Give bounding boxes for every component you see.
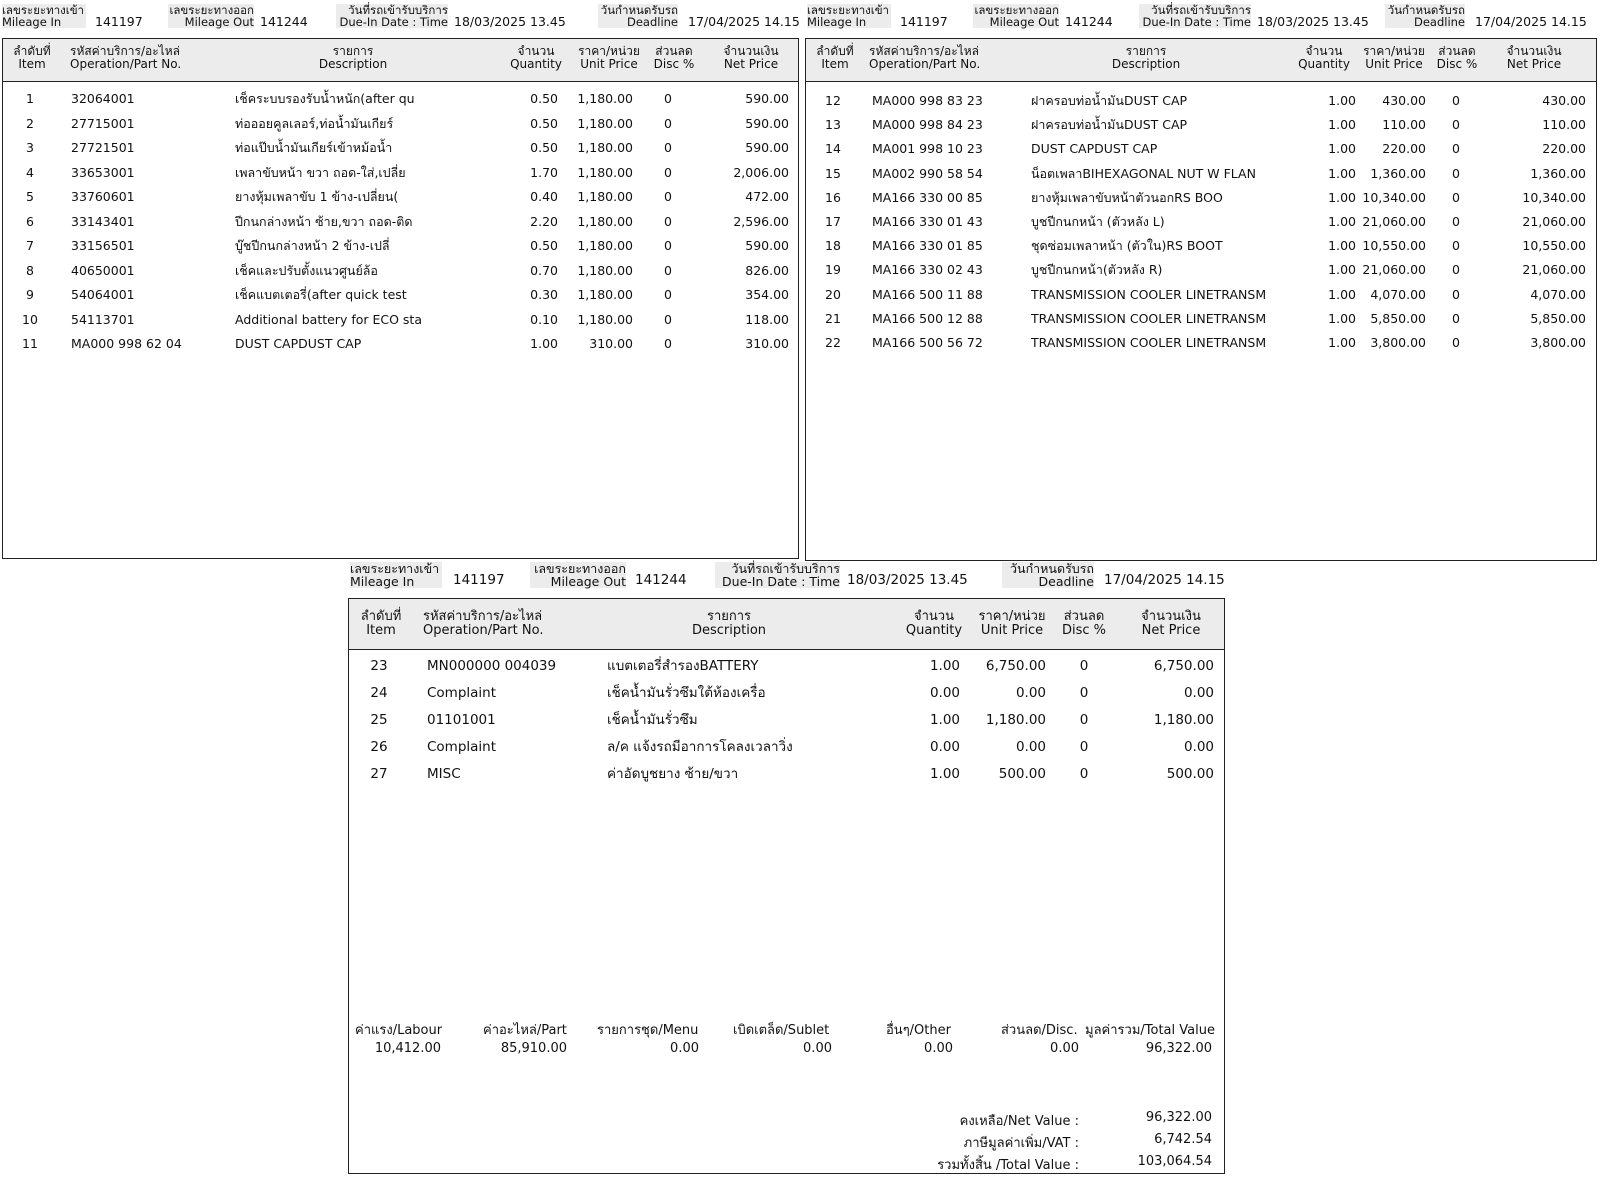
items-table (348, 598, 1225, 1174)
cell-desc: ยางหุ้มเพลาขับ 1 ข้าง-เปลี่ยน( (235, 189, 399, 204)
col-qty: จำนวน Quantity (510, 44, 562, 71)
cell-disc: 0 (664, 238, 672, 253)
labour-value: 10,412.00 (374, 1041, 441, 1056)
cell-part: 40650001 (71, 262, 135, 278)
cell-desc: ปีกนกล่างหน้า ซ้าย,ขวา ถอด-ติด (235, 213, 413, 229)
cell-part: 01101001 (427, 712, 496, 728)
cell-net: 21,060.00 (1522, 262, 1586, 278)
cell-part: MA166 500 12 88 (872, 310, 983, 326)
cell-net: 310.00 (745, 336, 789, 351)
cell-part: MA166 330 02 43 (872, 262, 983, 278)
cell-qty: 1.00 (1328, 214, 1356, 229)
disc-label: ส่วนลด/Disc. (1001, 1023, 1078, 1038)
cell-qty: 1.00 (1328, 189, 1356, 205)
mileage-out-value: 141244 (1065, 14, 1113, 29)
cell-disc: 0 (1452, 93, 1460, 108)
other-label: อื่นๆ/Other (886, 1023, 951, 1038)
cell-qty: 1.00 (1328, 310, 1356, 326)
cell-net: 6,750.00 (1153, 658, 1214, 674)
cell-disc: 0 (1452, 286, 1460, 302)
col-qty: จำนวน Quantity (1298, 44, 1350, 71)
cell-desc: เช็คน้ำมันรั่วซึมใต้ห้องเครื่อ (607, 685, 766, 701)
table-row (3, 234, 798, 258)
table-row (349, 708, 1224, 732)
col-disc: ส่วนลด Disc % (1061, 609, 1107, 638)
table-row (806, 89, 1596, 113)
cell-part: MN000000 004039 (427, 658, 557, 674)
cell-qty: 1.00 (1328, 165, 1356, 181)
cell-desc: บูชปีกนกหน้า(ตัวหลัง R) (1031, 262, 1163, 278)
cell-desc: TRANSMISSION COOLER LINETRANSM (1031, 286, 1267, 302)
cell-net: 500.00 (1166, 766, 1214, 782)
mileage-out-value: 141244 (260, 14, 308, 29)
cell-part: MA000 998 84 23 (872, 117, 983, 133)
cell-part: MA000 998 83 23 (872, 93, 983, 108)
deadline-value: 17/04/2025 14.15 (1104, 572, 1225, 588)
cell-part: 54064001 (71, 287, 135, 302)
col-desc: รายการ Description (318, 44, 388, 71)
cell-disc: 0 (1079, 658, 1089, 674)
cell-price: 430.00 (1382, 93, 1426, 108)
col-item: ลำดับที่ Item (13, 44, 51, 71)
cell-disc: 0 (664, 287, 672, 302)
cell-net: 10,340.00 (1522, 189, 1586, 205)
cell-part: MISC (427, 766, 461, 782)
sublet-value: 0.00 (803, 1041, 832, 1056)
cell-part: 54113701 (71, 311, 135, 327)
mileage-in-value: 141197 (453, 572, 505, 588)
cell-item: 4 (26, 164, 34, 180)
cell-qty: 1.00 (929, 658, 960, 674)
cell-part: 33156501 (71, 238, 135, 253)
cell-item: 25 (370, 712, 388, 728)
cell-desc: Additional battery for ECO sta (235, 311, 422, 327)
due-in-label: วันที่รถเข้ารับบริการ Due-In Date : Time (715, 562, 840, 588)
due-in-label: วันที่รถเข้ารับบริการ Due-In Date : Time (1139, 4, 1251, 28)
cell-part: MA002 990 58 54 (872, 165, 983, 181)
cell-price: 21,060.00 (1362, 262, 1426, 278)
vat-label: ภาษีมูลค่าเพิ่ม/VAT : (963, 1136, 1079, 1151)
cell-desc: ล/ค แจ้งรถมีอาการโคลงเวลาวิ่ง (607, 739, 793, 755)
col-price: ราคา/หน่วย Unit Price (578, 44, 640, 71)
labour-label: ค่าแรง/Labour (355, 1023, 443, 1038)
cell-desc: ฝาครอบท่อน้ำมันDUST CAP (1031, 93, 1188, 108)
cell-price: 1,180.00 (577, 238, 633, 253)
cell-qty: 0.30 (530, 287, 558, 302)
cell-part: 33760601 (71, 189, 135, 204)
col-part: รหัสค่าบริการ/อะไหล่ Operation/Part No. (70, 44, 182, 71)
cell-part: Complaint (427, 685, 497, 701)
cell-qty: 1.00 (1328, 93, 1356, 108)
deadline-label: วันกำหนดรับรถ Deadline (1002, 562, 1094, 588)
table-row (3, 185, 798, 209)
cell-disc: 0 (664, 164, 672, 180)
menu-value: 0.00 (670, 1041, 699, 1056)
cell-net: 590.00 (745, 115, 789, 131)
cell-price: 1,180.00 (577, 115, 633, 131)
cell-item: 6 (26, 213, 34, 229)
cell-part: 27721501 (71, 140, 135, 155)
cell-disc: 0 (664, 115, 672, 131)
cell-price: 21,060.00 (1362, 214, 1426, 229)
table-row (3, 136, 798, 160)
net-value-label: คงเหลือ/Net Value : (959, 1114, 1079, 1129)
cell-net: 590.00 (745, 238, 789, 253)
cell-item: 5 (26, 189, 34, 204)
col-disc: ส่วนลด Disc % (653, 44, 695, 71)
cell-desc: บูชปีกนกหน้า (ตัวหลัง L) (1031, 214, 1165, 229)
col-net: จำนวนเงิน Net Price (1506, 44, 1562, 71)
cell-price: 220.00 (1382, 141, 1426, 157)
cell-price: 5,850.00 (1370, 310, 1426, 326)
col-net: จำนวนเงิน Net Price (723, 44, 779, 71)
cell-qty: 0.50 (530, 140, 558, 155)
mileage-in-value: 141197 (95, 14, 143, 29)
col-part: รหัสค่าบริการ/อะไหล่ Operation/Part No. (423, 609, 544, 638)
table-row (3, 259, 798, 283)
cell-disc: 0 (1079, 766, 1089, 782)
cell-disc: 0 (664, 311, 672, 327)
cell-part: MA166 330 01 43 (872, 214, 983, 229)
cell-item: 12 (825, 93, 841, 108)
cell-item: 11 (22, 336, 38, 351)
cell-item: 26 (370, 739, 388, 755)
cell-desc: บู๊ชปีกนกล่างหน้า 2 ข้าง-เปลี่ (235, 238, 390, 253)
cell-disc: 0 (664, 140, 672, 155)
cell-price: 1,180.00 (985, 712, 1046, 728)
table-row (806, 137, 1596, 161)
table-row (3, 308, 798, 332)
cell-part: 32064001 (71, 91, 135, 106)
cell-item: 21 (825, 310, 841, 326)
cell-net: 354.00 (745, 287, 789, 302)
table-row (349, 762, 1224, 786)
col-item: ลำดับที่ Item (816, 44, 854, 71)
cell-net: 220.00 (1542, 141, 1586, 157)
cell-desc: DUST CAPDUST CAP (1031, 141, 1158, 157)
cell-net: 590.00 (745, 91, 789, 106)
cell-net: 0.00 (1183, 685, 1214, 701)
cell-part: Complaint (427, 739, 497, 755)
cell-price: 1,180.00 (577, 213, 633, 229)
cell-price: 4,070.00 (1370, 286, 1426, 302)
col-price: ราคา/หน่วย Unit Price (1363, 44, 1425, 71)
cell-desc: ท่อแป๊บน้ำมันเกียร์เข้าหม้อน้ำ (235, 140, 393, 155)
cell-desc: TRANSMISSION COOLER LINETRANSM (1031, 310, 1267, 326)
net-value: 96,322.00 (1145, 1110, 1212, 1125)
vat-value: 6,742.54 (1154, 1132, 1212, 1147)
cell-net: 110.00 (1542, 117, 1586, 133)
cell-item: 13 (825, 117, 841, 133)
table-row (806, 162, 1596, 186)
grand-total-value: 103,064.54 (1137, 1154, 1212, 1169)
col-net: จำนวนเงิน Net Price (1141, 609, 1201, 638)
cell-qty: 0.50 (530, 91, 558, 106)
cell-net: 2,596.00 (733, 213, 789, 229)
cell-price: 0.00 (1015, 685, 1046, 701)
cell-price: 1,180.00 (577, 262, 633, 278)
table-header (3, 39, 798, 82)
cell-price: 10,340.00 (1362, 189, 1426, 205)
job-sheet-page-3 (350, 560, 1250, 1201)
cell-item: 22 (825, 335, 841, 350)
cell-qty: 2.20 (530, 213, 558, 229)
part-label: ค่าอะไหล่/Part (483, 1023, 567, 1038)
cell-net: 10,550.00 (1522, 238, 1586, 254)
cell-disc: 0 (1452, 165, 1460, 181)
cell-item: 16 (825, 189, 841, 205)
cell-qty: 0.10 (530, 311, 558, 327)
cell-price: 1,180.00 (577, 91, 633, 106)
cell-disc: 0 (1452, 117, 1460, 133)
cell-qty: 1.00 (1328, 117, 1356, 133)
due-in-value: 18/03/2025 13.45 (1257, 14, 1369, 29)
cell-net: 430.00 (1542, 93, 1586, 108)
menu-label: รายการชุด/Menu (597, 1023, 699, 1038)
cell-qty: 1.00 (929, 766, 960, 782)
cell-net: 4,070.00 (1530, 286, 1586, 302)
cell-net: 590.00 (745, 140, 789, 155)
cell-qty: 1.00 (1328, 335, 1356, 350)
cell-item: 10 (22, 311, 38, 327)
due-in-value: 18/03/2025 13.45 (847, 572, 968, 588)
cell-qty: 1.00 (929, 712, 960, 728)
cell-qty: 1.00 (1328, 141, 1356, 157)
cell-qty: 1.00 (1328, 238, 1356, 254)
cell-item: 8 (26, 262, 34, 278)
mileage-in-label: เลขระยะทางเข้า Mileage In (350, 562, 442, 588)
table-row (349, 654, 1224, 678)
table-row (806, 186, 1596, 210)
cell-price: 500.00 (998, 766, 1046, 782)
cell-desc: เช็คระบบรองรับน้ำหนัก(after qu (235, 91, 415, 106)
deadline-label: วันกำหนดรับรถ Deadline (598, 4, 678, 28)
mileage-out-label: เลขระยะทางออก Mileage Out (530, 562, 626, 588)
cell-price: 6,750.00 (985, 658, 1046, 674)
cell-disc: 0 (664, 262, 672, 278)
mileage-in-value: 141197 (900, 14, 948, 29)
cell-item: 9 (26, 287, 34, 302)
cell-net: 472.00 (745, 189, 789, 204)
cell-qty: 0.50 (530, 115, 558, 131)
page-header (805, 2, 1600, 36)
cell-disc: 0 (1452, 335, 1460, 350)
mileage-out-label: เลขระยะทางออก Mileage Out (169, 3, 254, 29)
cell-desc: ชุดซ่อมเพลาหน้า (ตัวใน)RS BOOT (1031, 238, 1223, 254)
total-value: 96,322.00 (1145, 1041, 1212, 1056)
table-row (806, 283, 1596, 307)
cell-disc: 0 (664, 336, 672, 351)
mileage-out-value: 141244 (635, 572, 687, 588)
cell-net: 1,180.00 (1153, 712, 1214, 728)
cell-disc: 0 (664, 213, 672, 229)
mileage-in-label: เลขระยะทางเข้า Mileage In (807, 3, 890, 29)
page-header (350, 560, 1250, 594)
cell-net: 5,850.00 (1530, 310, 1586, 326)
col-part: รหัสค่าบริการ/อะไหล่ Operation/Part No. (869, 44, 981, 71)
deadline-value: 17/04/2025 14.15 (688, 14, 800, 29)
cell-qty: 0.40 (530, 189, 558, 204)
cell-item: 27 (370, 766, 388, 782)
cell-price: 1,180.00 (577, 140, 633, 155)
cell-part: 27715001 (71, 115, 135, 131)
cell-price: 310.00 (589, 336, 633, 351)
cell-desc: TRANSMISSION COOLER LINETRANSM (1031, 335, 1267, 350)
table-row (3, 112, 798, 136)
table-row (806, 234, 1596, 258)
cell-disc: 0 (1079, 685, 1089, 701)
mileage-out-label: เลขระยะทางออก Mileage Out (974, 3, 1059, 29)
cell-net: 3,800.00 (1530, 335, 1586, 350)
cell-price: 1,360.00 (1370, 165, 1426, 181)
cell-qty: 0.70 (530, 262, 558, 278)
cell-price: 110.00 (1382, 117, 1426, 133)
job-sheet-page-1 (0, 2, 800, 562)
cell-part: 33143401 (71, 213, 135, 229)
mileage-in-label: เลขระยะทางเข้า Mileage In (2, 3, 85, 29)
cell-desc: ฝาครอบท่อน้ำมันDUST CAP (1031, 117, 1188, 133)
items-table (805, 38, 1597, 561)
table-header (806, 39, 1596, 82)
cell-qty: 0.00 (929, 739, 960, 755)
col-disc: ส่วนลด Disc % (1436, 44, 1478, 71)
cell-qty: 1.00 (530, 336, 558, 351)
cell-item: 18 (825, 238, 841, 254)
cell-qty: 1.00 (1328, 286, 1356, 302)
cell-part: 33653001 (71, 164, 135, 180)
cell-desc: DUST CAPDUST CAP (235, 336, 362, 351)
col-price: ราคา/หน่วย Unit Price (978, 609, 1046, 638)
cell-part: MA000 998 62 04 (71, 336, 182, 351)
cell-desc: เพลาขับหน้า ขวา ถอด-ใส่,เปลี่ย (235, 164, 406, 180)
cell-item: 20 (825, 286, 841, 302)
cell-net: 0.00 (1183, 739, 1214, 755)
cell-price: 1,180.00 (577, 287, 633, 302)
cell-price: 1,180.00 (577, 164, 633, 180)
table-row (3, 161, 798, 185)
cell-item: 7 (26, 238, 34, 253)
table-row (3, 210, 798, 234)
due-in-value: 18/03/2025 13.45 (454, 14, 566, 29)
cell-part: MA001 998 10 23 (872, 141, 983, 157)
cell-price: 3,800.00 (1370, 335, 1426, 350)
cell-part: MA166 500 56 72 (872, 335, 983, 350)
cell-net: 826.00 (745, 262, 789, 278)
cell-net: 118.00 (745, 311, 789, 327)
due-in-label: วันที่รถเข้ารับบริการ Due-In Date : Time (336, 4, 448, 28)
cell-part: MA166 500 11 88 (872, 286, 983, 302)
cell-desc: แบตเตอรี่สำรองBATTERY (607, 658, 759, 674)
items-table (2, 38, 799, 559)
col-qty: จำนวน Quantity (905, 609, 963, 638)
deadline-value: 17/04/2025 14.15 (1475, 14, 1587, 29)
cell-disc: 0 (1452, 238, 1460, 254)
table-row (806, 258, 1596, 282)
table-row (806, 331, 1596, 355)
job-sheet-page-2 (805, 2, 1600, 562)
cell-item: 14 (825, 141, 841, 157)
grand-total-label: รวมทั้งสิ้น /Total Value : (937, 1158, 1079, 1173)
table-row (3, 332, 798, 356)
cell-desc: ค่าอัดบูชยาง ซ้าย/ขวา (607, 766, 739, 782)
table-row (806, 113, 1596, 137)
cell-price: 0.00 (1015, 739, 1046, 755)
cell-disc: 0 (664, 91, 672, 106)
table-row (806, 210, 1596, 234)
cell-disc: 0 (1079, 739, 1089, 755)
cell-net: 1,360.00 (1530, 165, 1586, 181)
cell-disc: 0 (1079, 712, 1089, 728)
cell-desc: เช็คน้ำมันรั่วซึม (607, 712, 698, 728)
cell-part: MA166 330 00 85 (872, 189, 983, 205)
cell-item: 2 (26, 115, 34, 131)
col-desc: รายการ Description (1111, 44, 1181, 71)
cell-disc: 0 (1452, 189, 1460, 205)
cell-desc: เช็คแบตเตอรี่(after quick test (235, 287, 407, 302)
table-row (3, 283, 798, 307)
cell-price: 1,180.00 (577, 189, 633, 204)
total-label: มูลค่ารวม/Total Value (1085, 1023, 1215, 1038)
cell-disc: 0 (664, 189, 672, 204)
sublet-label: เบิดเตล็ด/Sublet (733, 1023, 830, 1038)
cell-disc: 0 (1452, 262, 1460, 278)
table-row (349, 681, 1224, 705)
cell-disc: 0 (1452, 141, 1460, 157)
cell-item: 3 (26, 140, 34, 155)
part-value: 85,910.00 (500, 1041, 567, 1056)
disc-value: 0.00 (1050, 1041, 1079, 1056)
cell-net: 2,006.00 (733, 164, 789, 180)
cell-qty: 1.70 (530, 164, 558, 180)
cell-item: 15 (825, 165, 841, 181)
cell-item: 23 (370, 658, 388, 674)
deadline-label: วันกำหนดรับรถ Deadline (1385, 4, 1465, 28)
col-item: ลำดับที่ Item (360, 609, 402, 638)
cell-qty: 1.00 (1328, 262, 1356, 278)
other-value: 0.00 (924, 1041, 953, 1056)
table-header (349, 599, 1224, 650)
cell-net: 21,060.00 (1522, 214, 1586, 229)
col-desc: รายการ Description (691, 609, 767, 638)
cell-desc: น็อตเพลาBIHEXAGONAL NUT W FLAN (1031, 165, 1256, 181)
cell-qty: 0.50 (530, 238, 558, 253)
cell-part: MA166 330 01 85 (872, 238, 983, 254)
table-row (806, 307, 1596, 331)
cell-price: 1,180.00 (577, 311, 633, 327)
cell-item: 19 (825, 262, 841, 278)
cell-qty: 0.00 (929, 685, 960, 701)
cell-desc: ยางหุ้มเพลาขับหน้าตัวนอกRS BOO (1031, 189, 1223, 205)
page-header (0, 2, 800, 36)
cell-item: 17 (825, 214, 841, 229)
table-row (3, 87, 798, 111)
cell-item: 1 (26, 91, 34, 106)
cell-disc: 0 (1452, 310, 1460, 326)
cell-disc: 0 (1452, 214, 1460, 229)
cell-desc: ท่อออยคูลเลอร์,ท่อน้ำมันเกียร์ (235, 115, 394, 131)
table-row (349, 735, 1224, 759)
cell-price: 10,550.00 (1362, 238, 1426, 254)
cell-desc: เช็คและปรับตั้งแนวศูนย์ล้อ (235, 262, 378, 278)
cell-item: 24 (370, 685, 388, 701)
